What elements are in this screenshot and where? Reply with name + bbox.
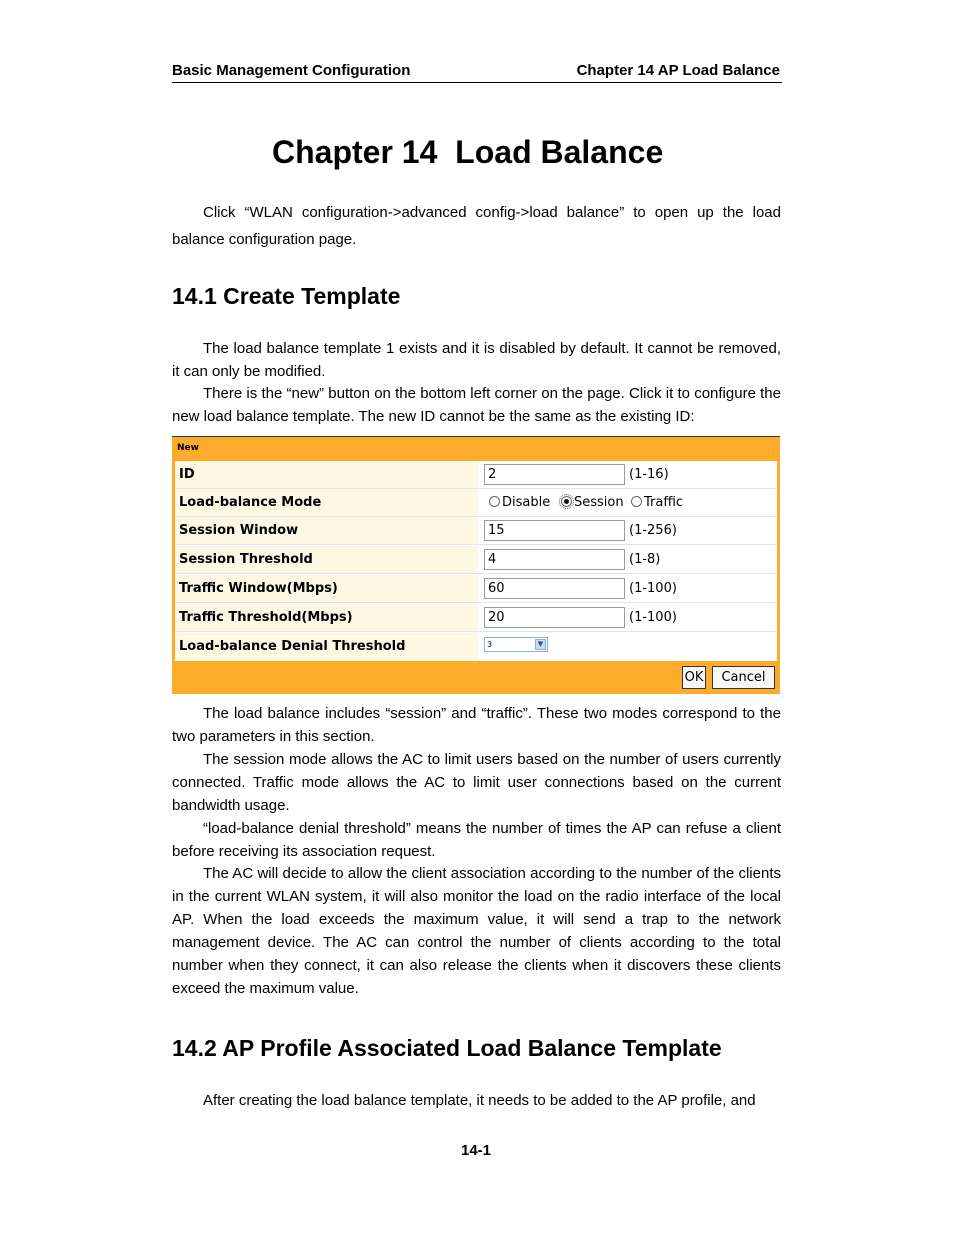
form-row-session-threshold bbox=[175, 546, 777, 574]
denial-threshold-value: 3 bbox=[487, 640, 493, 649]
session-threshold-input[interactable]: 4 bbox=[484, 549, 625, 570]
new-template-form bbox=[172, 436, 780, 694]
form-row-session-window bbox=[175, 517, 777, 545]
mode-radio-traffic[interactable]: Traffic bbox=[631, 495, 683, 511]
body-paragraph-modes: The load balance includes “session” and “traffic”. These two modes correspond to the two parameters in this section. bbox=[172, 705, 781, 745]
denial-threshold-label: Load-balance Denial Threshold bbox=[175, 633, 478, 661]
session-window-range: (1-256) bbox=[629, 523, 677, 538]
section-title-create-template: 14.1 Create Template bbox=[172, 283, 401, 309]
session-window-label: Session Window bbox=[175, 517, 478, 544]
traffic-threshold-input[interactable]: 20 bbox=[484, 607, 625, 628]
section1-paragraph-2: There is the “new” button on the bottom left corner on the page. Click it to configure the new load balance template. The new ID cannot be the same as the existing ID: bbox=[172, 385, 781, 425]
traffic-threshold-range: (1-100) bbox=[629, 610, 677, 625]
session-window-input[interactable]: 15 bbox=[484, 520, 625, 541]
session-threshold-range: (1-8) bbox=[629, 552, 661, 567]
mode-radio-session[interactable]: Session bbox=[561, 495, 624, 511]
radio-checked-icon bbox=[561, 496, 572, 507]
chapter-title: Chapter 14 Load Balance bbox=[272, 134, 664, 170]
radio-unchecked-icon bbox=[489, 496, 500, 507]
body-paragraph-session-traffic: The session mode allows the AC to limit users based on the number of users currently connected. Traffic mode allows the AC to limit user connections based on the current bandwidth usage. bbox=[172, 751, 781, 814]
form-body bbox=[175, 461, 777, 661]
denial-threshold-select[interactable] bbox=[484, 637, 548, 652]
body-paragraph-ac-decision: The AC will decide to allow the client association according to the number of the clients in the current WLAN system, it will also monitor the load on the radio interface of the local AP. When the load exceeds the maximum value, it will send a trap to the network management device. The AC can control the number of clients according to the total number when they connect, it can also release the clients when it discovers these clients exceed the maximum value. bbox=[172, 865, 781, 997]
id-label: ID bbox=[175, 461, 478, 488]
mode-radio-disable[interactable]: Disable bbox=[489, 495, 550, 511]
traffic-window-label: Traffic Window(Mbps) bbox=[175, 575, 478, 602]
cancel-button[interactable]: Cancel bbox=[712, 666, 775, 689]
section1-paragraph-1: The load balance template 1 exists and it is disabled by default. It cannot be removed, it can only be modified. bbox=[172, 340, 781, 380]
form-row-traffic-window bbox=[175, 575, 777, 603]
id-input[interactable]: 2 bbox=[484, 464, 625, 485]
traffic-window-input[interactable]: 60 bbox=[484, 578, 625, 599]
chevron-down-icon[interactable]: ▼ bbox=[535, 639, 546, 650]
header-document-title: Basic Management Configuration bbox=[172, 62, 411, 79]
form-row-id bbox=[175, 461, 777, 489]
intro-paragraph: Click “WLAN configuration->advanced config->load balance” to open up the load balance configuration page. bbox=[172, 204, 781, 248]
id-range: (1-16) bbox=[629, 467, 669, 482]
form-row-traffic-threshold bbox=[175, 604, 777, 632]
session-threshold-label: Session Threshold bbox=[175, 546, 478, 573]
traffic-threshold-label: Traffic Threshold(Mbps) bbox=[175, 604, 478, 631]
radio-unchecked-icon bbox=[631, 496, 642, 507]
page-number: 14-1 bbox=[461, 1142, 492, 1159]
traffic-window-range: (1-100) bbox=[629, 581, 677, 596]
body-paragraph-denial-threshold: “load-balance denial threshold” means the number of times the AP can refuse a client before receiving its association request. bbox=[172, 820, 781, 860]
page-header bbox=[172, 61, 782, 83]
form-row-mode bbox=[175, 489, 777, 517]
form-row-denial-threshold bbox=[175, 633, 777, 661]
form-header: New bbox=[177, 443, 199, 453]
ok-button[interactable]: OK bbox=[682, 666, 706, 689]
header-chapter-title: Chapter 14 AP Load Balance bbox=[576, 62, 780, 79]
section-title-ap-profile: 14.2 AP Profile Associated Load Balance Template bbox=[172, 1035, 722, 1061]
section2-paragraph-1: After creating the load balance template, it needs to be added to the AP profile, and bbox=[203, 1092, 756, 1109]
mode-label: Load-balance Mode bbox=[175, 489, 478, 516]
